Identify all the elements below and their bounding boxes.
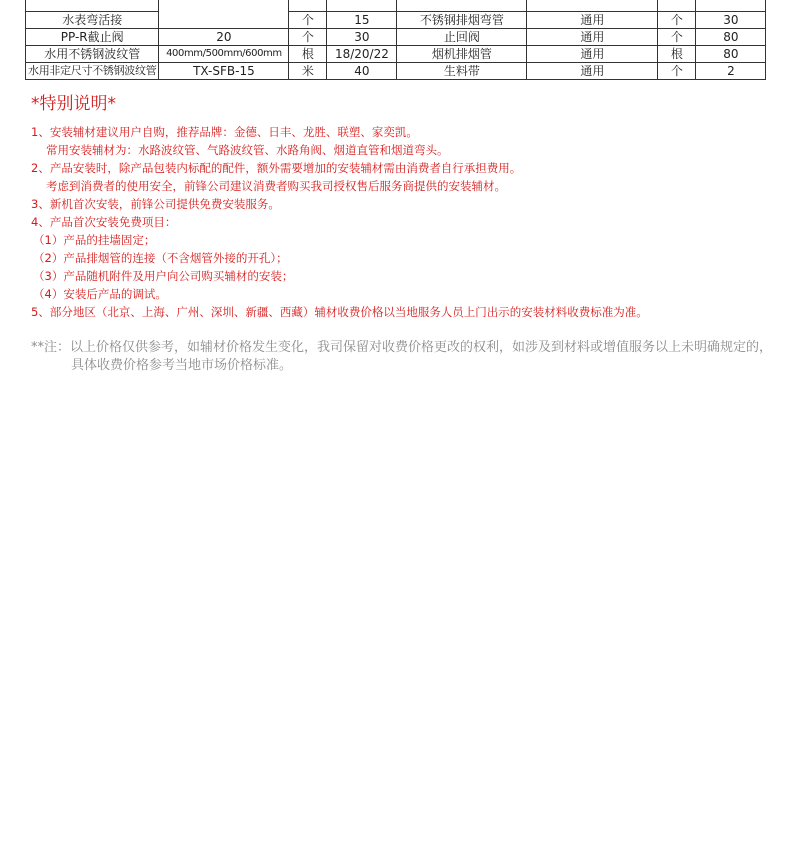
table-cell xyxy=(658,0,696,12)
table-cell-unit: 米 xyxy=(289,63,327,80)
table-cell-item: 止回阀 xyxy=(397,29,527,46)
note-line: 常用安装辅材为：水路波纹管、气路波纹管、水路角阀、烟道直管和烟道弯头。 xyxy=(46,143,449,157)
table-cell-item: 水用非定尺寸不锈钢波纹管 xyxy=(26,63,159,80)
table-cell-price: 40 xyxy=(327,63,397,80)
table-cell-unit: 个 xyxy=(658,63,696,80)
note-line: （4）安装后产品的调试。 xyxy=(33,287,167,301)
table-cell-price: 15 xyxy=(327,12,397,29)
note-line: 4、产品首次安装免费项目： xyxy=(31,215,177,229)
table-cell-item: 水用不锈钢波纹管 xyxy=(26,46,159,63)
table-cell xyxy=(327,0,397,12)
table-row xyxy=(26,63,766,80)
note-line: 2、产品安装时，除产品包装内标配的配件，额外需要增加的安装辅材需由消费者自行承担费用。 xyxy=(31,161,522,175)
table-cell-price: 30 xyxy=(327,29,397,46)
accessory-price-table xyxy=(25,0,766,80)
table-cell-spec: TX-SFB-15 xyxy=(159,63,289,80)
note-line: 1、安装辅材建议用户自购，推荐品牌：金德、日丰、龙胜、联塑、家奕凯。 xyxy=(31,125,418,139)
table-cell-unit: 根 xyxy=(658,46,696,63)
table-cell-spec: 400mm/500mm/600mm xyxy=(159,46,289,63)
special-notes-list xyxy=(31,123,771,321)
note-line: 3、新机首次安装，前锋公司提供免费安装服务。 xyxy=(31,197,280,211)
table-cell xyxy=(527,0,658,12)
table-row xyxy=(26,29,766,46)
table-cell-spec: 通用 xyxy=(527,29,658,46)
table-cell-price: 30 xyxy=(696,12,766,29)
table-cell-spec: 通用 xyxy=(527,12,658,29)
table-cell-item: 烟机排烟管 xyxy=(397,46,527,63)
table-cell xyxy=(397,0,527,12)
note-line: 考虑到消费者的使用安全，前锋公司建议消费者购买我司授权售后服务商提供的安装辅材。 xyxy=(46,179,506,193)
price-disclaimer: **注：以上价格仅供参考，如辅材价格发生变化，我司保留对收费价格更改的权利，如涉及到材料或增值服务以上未明确规定的，具体收费价格参考当地市场价格标准。 xyxy=(31,340,773,373)
table-cell-spec: 20 xyxy=(159,29,289,46)
table-cell-item: 不锈钢排烟弯管 xyxy=(397,12,527,29)
table-cell-unit: 根 xyxy=(289,46,327,63)
table-row xyxy=(26,12,766,29)
table-row xyxy=(26,46,766,63)
table-cell-unit: 个 xyxy=(289,29,327,46)
table-cell xyxy=(26,0,159,12)
table-cell-unit: 个 xyxy=(289,12,327,29)
note-line: 5、部分地区（北京、上海、广州、深圳、新疆、西藏）辅材收费价格以当地服务人员上门出示的安装材料收费标准为准。 xyxy=(31,305,648,319)
table-cell-unit: 个 xyxy=(658,29,696,46)
note-line: （1）产品的挂墙固定； xyxy=(33,233,156,247)
table-row-partial xyxy=(26,0,766,12)
table-cell-item: 生料带 xyxy=(397,63,527,80)
table-cell-spec: 通用 xyxy=(527,46,658,63)
table-cell-price: 18/20/22 xyxy=(327,46,397,63)
table-cell xyxy=(289,0,327,12)
table-cell-price: 80 xyxy=(696,29,766,46)
table-cell-price: 2 xyxy=(696,63,766,80)
table-cell xyxy=(159,0,289,29)
note-line: （2）产品排烟管的连接（不含烟管外接的开孔）； xyxy=(33,251,288,265)
special-notes-title: *特别说明* xyxy=(31,94,116,114)
table-cell-unit: 个 xyxy=(658,12,696,29)
table-cell-spec: 通用 xyxy=(527,63,658,80)
table-cell xyxy=(696,0,766,12)
table-cell-item: PP-R截止阀 xyxy=(26,29,159,46)
table-cell-price: 80 xyxy=(696,46,766,63)
note-line: （3）产品随机附件及用户向公司购买辅材的安装； xyxy=(33,269,294,283)
table-cell-item: 水表弯活接 xyxy=(26,12,159,29)
